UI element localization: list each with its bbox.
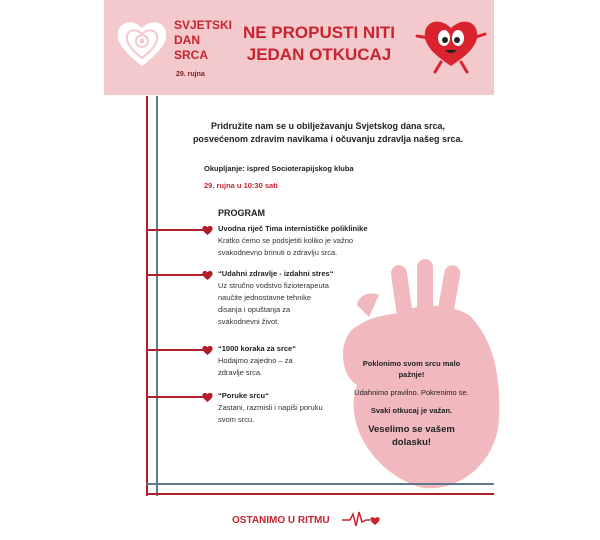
program-item-text: zdravlje srca. xyxy=(218,368,263,377)
heart-message-line: Poklonimo svom srcu malo xyxy=(362,359,461,368)
program-item-title: Uvodna riječ Tima internističke poliklinike xyxy=(218,224,368,233)
program-item-text: naučite jednostavne tehnike xyxy=(218,293,311,302)
intro-line: Pridružite nam se u obilježavanju Svjetskog dana srca, xyxy=(210,121,446,131)
program-item-text: svom srcu. xyxy=(218,415,255,424)
timeline-branch xyxy=(147,274,207,276)
intro-text xyxy=(188,120,468,146)
event-date: 29. rujna xyxy=(176,71,205,78)
heart-message-line: Svaki otkucaj je važan. xyxy=(370,406,453,415)
headline-line: NE PROPUSTI NITI xyxy=(242,23,396,42)
timeline-branch xyxy=(147,396,207,398)
event-name xyxy=(174,18,232,63)
timeline-branch xyxy=(147,349,207,351)
heart-bullet-icon xyxy=(202,345,213,355)
meeting-place: Okupljanje: ispred Socioterapijskog kluba xyxy=(204,164,354,173)
headline xyxy=(234,22,404,66)
program-item xyxy=(218,390,323,426)
program-title: PROGRAM xyxy=(218,208,265,218)
program-item-text: Hodajmo zajedno – za xyxy=(218,356,293,365)
heart-message-line: dolasku! xyxy=(391,437,432,448)
event-name-line: SRCA xyxy=(174,48,209,62)
program-item-text: Zastani, razmisli i napiši poruku xyxy=(218,403,323,412)
event-name-line: DAN xyxy=(174,33,200,47)
poster xyxy=(104,0,494,540)
heart-message-line: Udahnimo pravilno. Pokrenimo se. xyxy=(354,388,469,397)
decorative-line-blue xyxy=(146,483,494,485)
heartbeat-pulse-icon xyxy=(342,510,382,528)
heart-message-line: pažnje! xyxy=(398,370,425,379)
heart-bullet-icon xyxy=(202,392,213,402)
headline-line: JEDAN OTKUCAJ xyxy=(246,45,392,64)
event-name-line: SVJETSKI xyxy=(174,18,233,32)
program-item-text: disanja i opuštanja za xyxy=(218,305,291,314)
heart-mascot-icon xyxy=(415,12,487,74)
footer-slogan: OSTANIMO U RITMU xyxy=(232,515,330,526)
heart-message xyxy=(354,358,469,449)
program-item-text: Kratko ćemo se podsjetiti koliko je važno xyxy=(218,236,354,245)
header-banner xyxy=(104,0,494,95)
intro-line: posvećenom zdravim navikama i očuvanju zdravlja našeg srca. xyxy=(192,134,464,144)
decorative-line-red xyxy=(146,96,148,496)
program-item-text: Uz stručno vodstvo fizioterapeuta xyxy=(218,281,329,290)
program-item xyxy=(218,223,368,259)
decorative-line-blue xyxy=(156,96,158,496)
program-item-text: svakodnevni život. xyxy=(218,317,280,326)
heart-bullet-icon xyxy=(202,225,213,235)
program-item-title: “1000 koraka za srce“ xyxy=(218,344,296,353)
heart-logo-icon xyxy=(114,16,170,70)
heart-message-line: Veselimo se vašem xyxy=(368,424,455,435)
heart-bullet-icon xyxy=(202,270,213,280)
program-item xyxy=(218,268,333,328)
decorative-line-red xyxy=(146,493,494,495)
program-item-title: “Poruke srcu“ xyxy=(218,391,269,400)
event-time: 29. rujna u 10:30 sati xyxy=(204,181,278,190)
program-item xyxy=(218,343,296,379)
program-item-title: “Udahni zdravlje - izdahni stres“ xyxy=(218,269,334,278)
timeline-branch xyxy=(147,229,207,231)
program-item-text: svakodnevno brinuti o zdravlju srca. xyxy=(218,248,338,257)
